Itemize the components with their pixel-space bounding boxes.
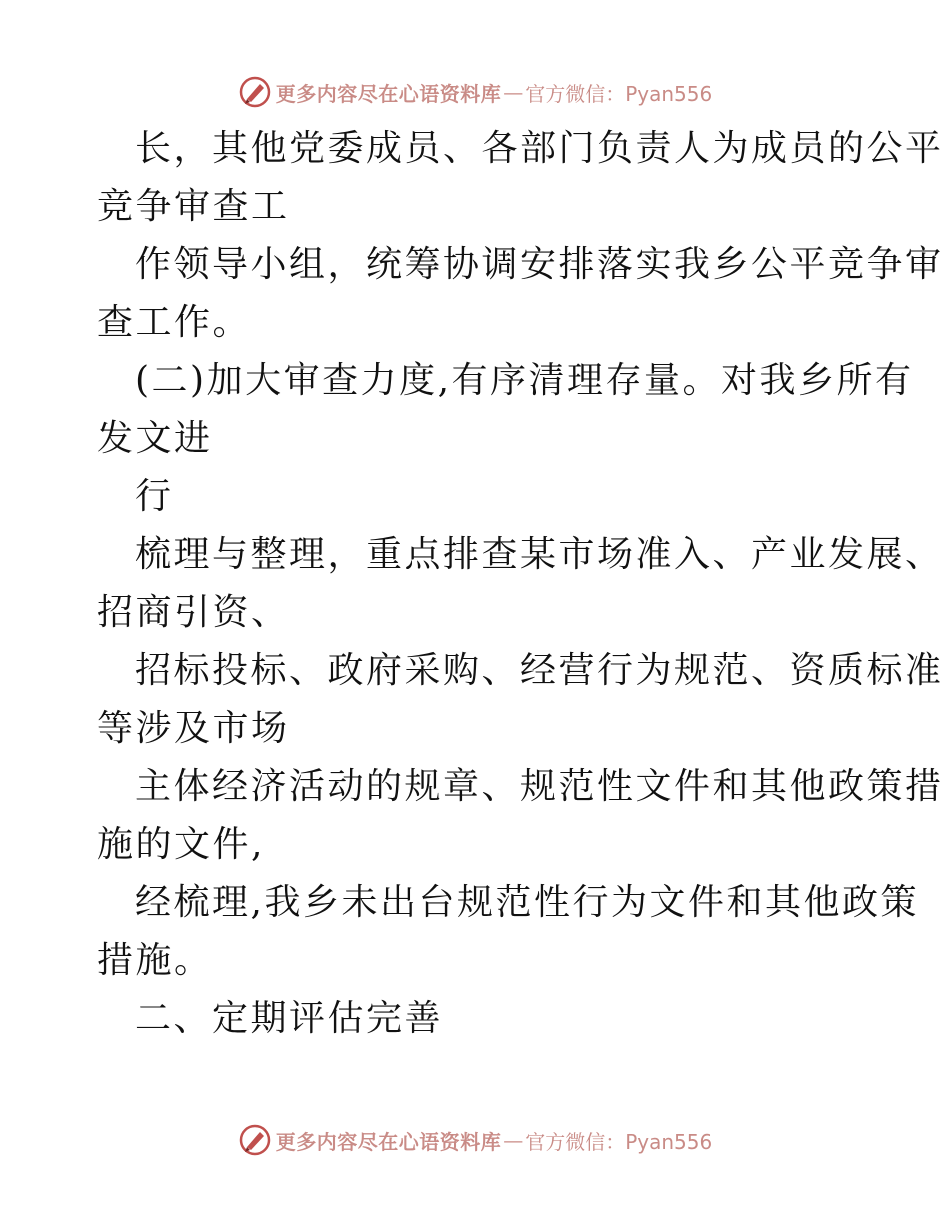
- text-line: 查工作。: [97, 302, 252, 343]
- text-line: 招商引资、: [97, 592, 290, 633]
- text-line: 梳理与整理，重点排查某市场准入、产业发展、: [135, 534, 944, 575]
- text-line: (二)加大审查力度,有序清理存量。对我乡所有: [135, 360, 914, 401]
- text-line: 长，其他党委成员、各部门负责人为成员的公平: [135, 128, 944, 169]
- watermark-text: 更多内容尽在心语资料库: [275, 1129, 502, 1154]
- text-line: 经梳理,我乡未出台规范性行为文件和其他政策: [135, 882, 919, 923]
- watermark-text: 更多内容尽在心语资料库: [275, 81, 502, 106]
- watermark-dash: —: [503, 1128, 524, 1152]
- header-watermark: [0, 72, 950, 112]
- document-body: [97, 120, 944, 1048]
- watermark-wechat: 官方微信：Pyan556: [525, 81, 713, 106]
- text-line: 作领导小组，统筹协调安排落实我乡公平竞争审: [135, 244, 944, 285]
- text-line: 发文进: [97, 418, 213, 459]
- text-line: 行: [135, 476, 174, 517]
- text-line: 等涉及市场: [97, 708, 290, 749]
- footer-watermark: [0, 1120, 950, 1160]
- watermark-wechat: 官方微信：Pyan556: [525, 1129, 713, 1154]
- pen-logo-icon: [238, 75, 272, 109]
- text-line: 施的文件,: [97, 824, 265, 865]
- watermark-dash: —: [503, 80, 524, 104]
- text-line: 措施。: [97, 940, 213, 981]
- text-line: 竞争审查工: [97, 186, 290, 227]
- text-line: 招标投标、政府采购、经营行为规范、资质标准: [135, 650, 944, 691]
- text-line: 主体经济活动的规章、规范性文件和其他政策措: [135, 766, 944, 807]
- section-heading: 二、定期评估完善: [135, 998, 444, 1039]
- pen-logo-icon: [238, 1123, 272, 1157]
